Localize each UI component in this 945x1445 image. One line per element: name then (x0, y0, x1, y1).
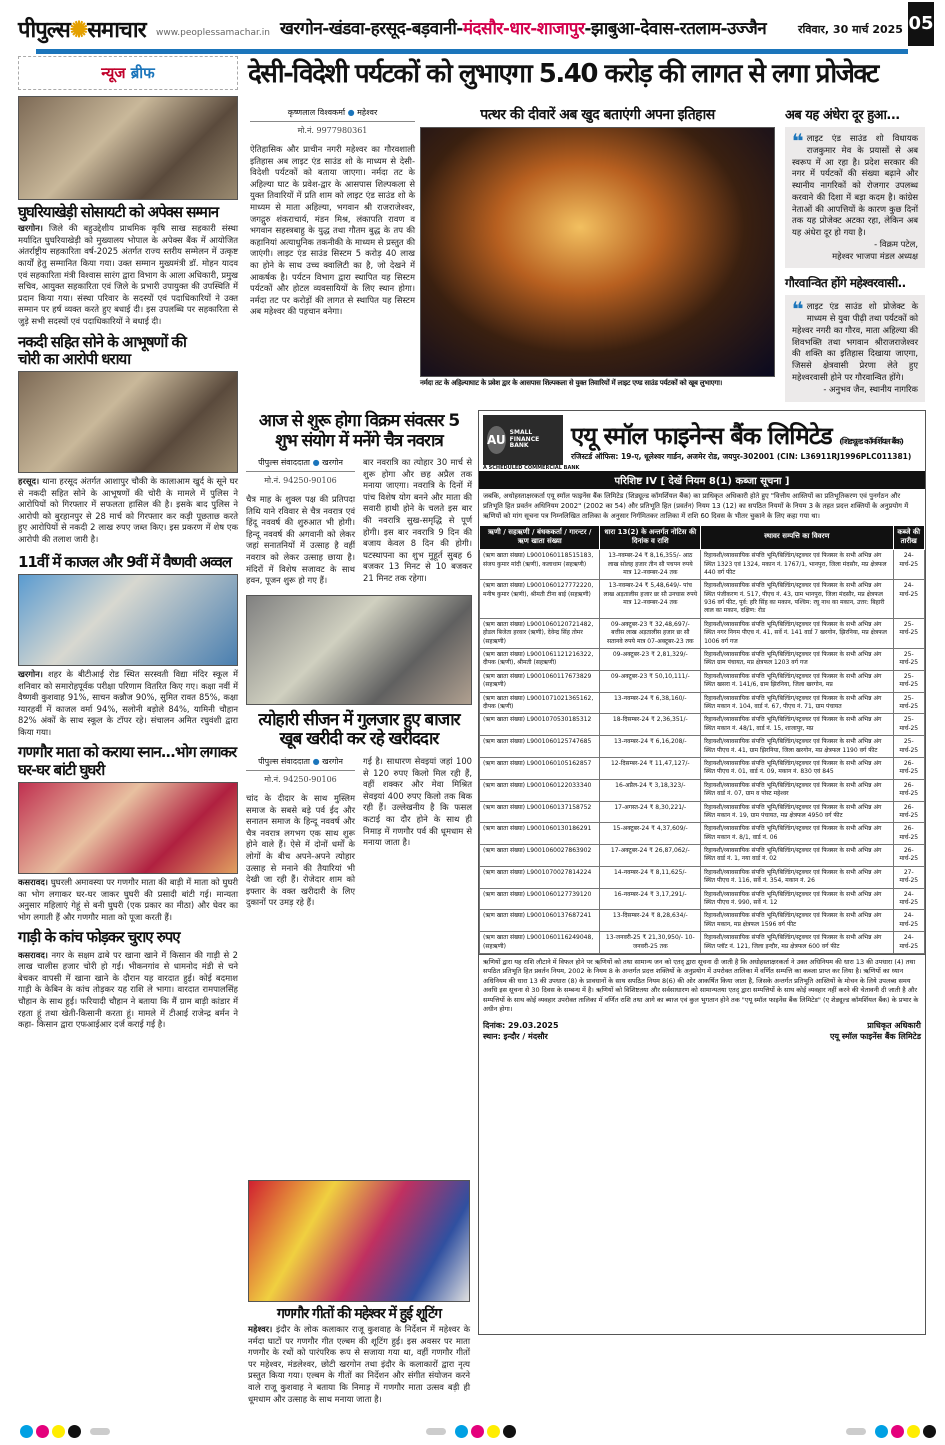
article-body: कसरावद। घुघरली अमावस्या पर गणगौर माता की बाड़ी में माता को घुघरी का भोग लगाकर घर-घर जाकर घुघरी की प्रसादी बांटी गई। मान्यता अनुसार महिलाएं गेहूं से बनी घुघरी (एक प्रकार का मीठा) और घेवर का भोग लगाती हैं और गणगौर माता को पूजा करती हैं। (18, 876, 238, 922)
table-cell: रिहायशी/व्यावसायिक संपत्ति भूमि/बिल्डिंग/स्ट्रक्चर एवं फिक्सर के सभी अभिन्न अंग स्थित वार्ड नं. 1, नया वार्ड नं. 02 (701, 845, 893, 867)
top-story-text (250, 107, 415, 318)
signatory-bank: एयू स्मॉल फाइनेंस बैंक लिमिटेड (830, 1031, 921, 1041)
table-cell: 13-नवम्बर-24 ₹ 5,48,649/- पांच लाख अड़तालीस हजार छः सौ उनचास रुपये मात्र 12-नवम्बर-24 तक (600, 580, 701, 619)
photo-caption: नर्मदा तट के अहिल्याघाट के प्रवेश द्वार के आसपास शिल्पकला से युक्त तिवारियों में लाइट एण्ड साउंड पर्यटकों को खूब लुभाएगा। (420, 379, 723, 387)
table-cell: रिहायशी/व्यावसायिक संपत्ति भूमि/बिल्डिंग/स्ट्रक्चर एवं फिक्सर के सभी अभिन्न अंग स्थित प्लॉट नं. 121, जिला इन्दौर, मप्र क्षेत्रफल 600 वर्ग फीट (701, 932, 893, 954)
table-row (480, 757, 925, 779)
table-cell: (ऋण खाता संख्या) L9001071021365162, दीपक (ऋणी) (480, 692, 600, 714)
gangaur-photo (18, 782, 238, 874)
table-cell: 26-मार्च-25 (893, 757, 924, 779)
table-cell: 25-मार्च-25 (893, 649, 924, 671)
table-cell: 09-अक्टूबर-23 ₹ 50,10,111/- (600, 670, 701, 692)
registered-office: रजिस्टर्ड ऑफिस: 19-ए, धूलेश्वर गार्डन, अजमेर रोड, जयपुर-302001 (CIN: L36911RJ1996PLC011381) (571, 451, 912, 461)
table-cell: 13-नवम्बर-24 ₹ 6,38,160/- (600, 692, 701, 714)
students-photo (18, 574, 238, 666)
police-photo (18, 371, 238, 473)
article-headline: घुघरियाखेड़ी सोसायटी को अपेक्स सम्मान (18, 203, 219, 221)
table-row (480, 932, 925, 954)
article-body: कसरावद। नगर के सक्षम ढाबे पर खाना खाने में किसान की गाड़ी से 2 लाख चालीस हजार चोरी हो गई। भीकनगांव से धामनोद मंडी से चने बेचकर वापसी में खाना खाने के दौरान यह वारदात हुई। कोई बदमाश गाड़ी के केबिन के कांच तोड़कर यह राशि ले भागा। वारदात रामपालसिंह चौहान के साथ हुई। फरियादी चौहान ने बताया कि मैं ग्राम बाड़ी कांडार में रहता हूं तथा खेती-किसानी करता हूं। मामले में टीआई राजेन्द्र बर्मन ने कहा- किसान द्वारा एफआईआर दर्ज कराई गई है। (18, 949, 238, 1030)
table-cell: 26-मार्च-25 (893, 801, 924, 823)
quote-heading: गौरवान्वित होंगे महेश्वरवासी.. (785, 276, 906, 291)
table-cell: 25-मार्च-25 (893, 618, 924, 648)
article-body: खरगोन। शहर के बीटीआई रोड स्थित सरस्वती विद्या मंदिर स्कूल में शनिवार को समारोहपूर्वक परीक्षा परिणाम वितरित किए गए। कक्षा नवीं में वैष्णवी कुशवाह 91%, साचन कन्नौज 90%, सुमित रावत 85%, कक्षा ग्यारहवीं में काजल वर्मा 94%, सलोनी बड़ोले 84%, यामिनी चौहान 82% अंकों के साथ स्कूल के टॉपर रहे। संचालन अमित रघुवंशी द्वारा किया गया। (18, 668, 238, 737)
table-cell: रिहायशी/व्यावसायिक संपत्ति भूमि/बिल्डिंग/स्ट्रक्चर एवं फिक्सर के सभी अभिन्न अंग स्थित मकान नं. 104, वार्ड नं. 67, पीएच नं. 71, ग्राम पंचायत (701, 692, 893, 714)
quote-heading: अब यह अंधेरा दूर हुआ... (785, 108, 900, 123)
byline: कृष्णलाल विश्वकर्मा ● महेश्वर (250, 107, 415, 122)
table-cell: 13-नवम्बर-24 ₹ 6,16,208/- (600, 736, 701, 758)
notice-footer: ऋणियों द्वारा यह राशि लौटाने में विफल होने पर ऋणियों को तथा सामान्य जन को एतद् द्वारा सूचना दी जाती है कि अधोहस्ताक्षरकर्ता ने उक्त अधिनियम की धारा 13 की उपधारा (4) तथा सपठित प्रतिभूति हित प्रवर्तन नियम, 2002 के नियम 8 के अन्तर्गत प्रदत्त शक्तियों के अनुप्रयोग में उपरोक्त तालिका में वर्णित सम्पत्ति का कब्जा प्राप्त कर लिया है। ऋणियों का ध्यान अधिनियम की धारा 13 की उपधारा (8) के प्रावधानों के साथ सपठित नियम 8(6) की ओर आकर्षित किया जाता है, जिसके अन्तर्गत प्रतिभूति आस्तियों के मोचन के लिये उपलब्ध समय अवधि इस सूचना से 30 दिवस के सम्बन्ध में है। ऋणियों को विशिष्टतया और सर्वसाधारण को सामान्यतया एतद् द्वारा सम्पत्तियों के साथ कोई व्यवहार नहीं करने की चेतावनी दी जाती है और सम्पत्तियों के साथ कोई व्यवहार उपरोक्त तालिका में वर्णित राशि तथा आगे का ब्याज एवं कुल भुगतान होने तक "एयू स्मॉल फाइनेंस बैंक लिमिटेड" (ए शेड्यूल्ड कॉमर्शियल बैंक) के प्रभार के अधीन होगा। (479, 954, 925, 1018)
table-cell: 24-मार्च-25 (893, 932, 924, 954)
table-cell: 18-दिसम्बर-24 ₹ 2,36,351/- (600, 714, 701, 736)
table-cell: (ऋण खाता संख्या) L9001070027814224 (480, 866, 600, 888)
quote-icon: ❝ (792, 129, 804, 153)
notice-date: दिनांक: 29.03.2025 (483, 1020, 559, 1030)
header-divider (36, 49, 908, 54)
table-cell: 26-मार्च-25 (893, 845, 924, 867)
article-headline: गणगौर माता को कराया स्नान...भोग लगाकर घर-घर बांटी घुघरी (18, 743, 237, 779)
logo-tagline: A SCHEDULED COMMERCIAL BANK (483, 465, 580, 471)
table-cell: रिहायशी/व्यावसायिक संपत्ति भूमि/बिल्डिंग/स्ट्रक्चर एवं फिक्सर के सभी अभिन्न अंग स्थित पीएच नं. 01, वार्ड नं. 09, मकान नं. 830 एवं 845 (701, 757, 893, 779)
reporter-phone: मो.नं. 94250-90106 (264, 774, 337, 784)
top-story-headline: देसी-विदेशी पर्यटकों को लुभाएगा 5.40 करोड़ की लागत से लगा प्रोजेक्ट (248, 59, 878, 89)
quote-box: ❝ लाइट एंड साउंड शो विधायक राजकुमार मेव के प्रयासों से अब स्वरूप में आ रहा है। प्रदेश सरकार की नगर में पर्यटकों की संख्या बढ़ाने और स्थानीय नागरिकों को रोजगार उपलब्ध करवाने की दिशा में बड़ा कदम है। कांग्रेस नेताओं की आपत्तियों के कारण कुछ दिनों तक यह प्रोजेक्ट अटका रहा, लेकिन अब यह अंधेरा दूर हो गया है। - विक्रम पटेल, महेश्वर भाजपा मंडल अध्यक्ष (785, 127, 925, 268)
column-header: कब्जे की तारीख (893, 525, 924, 550)
center-column (246, 412, 472, 909)
column-header: धारा 13(2) के अन्तर्गत नोटिस की दिनांक व राशि (600, 525, 701, 550)
table-cell: 25-मार्च-25 (893, 736, 924, 758)
table-cell: 09-अक्टूबर-23 ₹ 2,81,329/- (600, 649, 701, 671)
table-cell: 14-नवम्बर-24 ₹ 8,11,625/- (600, 866, 701, 888)
table-cell: रिहायशी/व्यावसायिक संपत्ति भूमि/बिल्डिंग/स्ट्रक्चर एवं फिक्सर के सभी अभिन्न अंग स्थित पंजीकरण नं. 517, पीएच नं. 43, ग्राम भानपुरा, जिला मंदसौर, मप्र क्षेत्रफल 936 वर्ग फीट, पूर्व: हरि सिंह का मकान, पश्चिम: रघु नाथ का मकान, उत्तर: बिहारी लाल का मकान, दक्षिण: रोड (701, 580, 893, 619)
table-cell: रिहायशी/व्यावसायिक संपत्ति भूमि/बिल्डिंग/स्ट्रक्चर एवं फिक्सर के सभी अभिन्न अंग स्थित 1323 एवं 1324, मकान नं. 1767/1, भानपुरा, जिला मंदसौर, मप्र क्षेत्रफल 440 वर्ग फीट (701, 550, 893, 580)
table-row (480, 714, 925, 736)
quote-icon: ❝ (792, 297, 804, 322)
reporter-phone: मो.नं. 9977980361 (297, 126, 368, 135)
website-url[interactable]: www.peoplessamachar.in (156, 28, 270, 38)
article-headline: नकदी सहित सोने के आभूषणों की चोरी का आरोपी धराया (18, 332, 186, 368)
article-body: हरसूद। थाना हरसूद अंतर्गत आशापुर चौकी के कालाआम खुर्द के सूने घर से नकदी सहित सोने के आभूषणों की चोरी के मामले में पुलिस ने आरोपियों को गिरफ्तार में सफलता हासिल की है। इसके बाद पुलिस ने आरोपी को बुरहानपुर से 28 मार्च को गिरफ्तार कर कड़ी पूछताछ करते हुए आरोपियों से नकदी 2 लाख रुपए जब्त किए। इस प्रकरण में शेष एक आरोपी की तलाश जारी है। (18, 476, 238, 545)
table-cell: (ऋण खाता संख्या) L9001060117673829 (सहऋणी) (480, 670, 600, 692)
notice-title: परिशिष्ट IV [ देखें नियम 8(1) कब्जा सूचना ] (479, 471, 925, 489)
quote-author: - विक्रम पटेल, (874, 238, 918, 249)
color-registration-marks (840, 1425, 936, 1438)
table-cell: 24-मार्च-25 (893, 550, 924, 580)
table-cell: 13-दिसम्बर-24 ₹ 8,28,634/- (600, 910, 701, 932)
table-cell: 16-अप्रैल-24 ₹ 3,18,323/- (600, 779, 701, 801)
column-header: ऋणी / सहऋणी / बंधककर्ता / गारन्टर / ऋण खाता संख्या (480, 525, 600, 550)
table-cell: 09-अक्टूबर-23 ₹ 32,48,697/- बत्तीस लाख अड़तालीस हजार छः सौ सतानवे रुपये मात्र 07-अक्टूबर-23 तक (600, 618, 701, 648)
table-cell: रिहायशी/व्यावसायिक संपत्ति भूमि/बिल्डिंग/स्ट्रक्चर एवं फिक्सर के सभी अभिन्न अंग स्थित पीएच नं. 41, ग्राम झिरनिया, जिला खरगोन, मप्र क्षेत्रफल 1190 वर्ग फीट (701, 736, 893, 758)
signatory: प्राधिकृत अधिकारी (867, 1020, 921, 1030)
article-headline: आज से शुरू होगा विक्रम संवत्सर 5 शुभ संयोग में मनेंगे चैत्र नवरात्र (258, 411, 460, 451)
table-cell: (ऋण खाता संख्या) L9001060105162857 (480, 757, 600, 779)
left-column (18, 56, 238, 1031)
table-cell: (ऋण खाता संख्या) L9001060116249048, (सहऋणी) (480, 932, 600, 954)
article-body: महेश्वर। इंदौर के लोक कलाकार राजू कुशवाह के निर्देशन में महेश्वर के नर्मदा घाटों पर गणगौर गीत एल्बम की शूटिंग हुई। इस अवसर पर माता गणगौर के रथों को पारंपरिक रूप से सजाया गया था, वहीं गणगौर गीतों पर महेश्वर, मंडलेश्वर, छोटी खरगोन तथा इंदौर के कलाकारों द्वारा नृत्य प्रस्तुत किया गया। एल्बम के गीतों का निर्देशन और संगीत संयोजन करने वाले राजू कुशवाह ने बताया कि निमाड़ में गणगौर माता उत्सव बड़ी ही धूमधाम और उत्साह के साथ मनाया जाता है। (248, 1324, 471, 1404)
table-row (480, 736, 925, 758)
table-row (480, 888, 925, 910)
article-body: चांद के दीदार के साथ मुस्लिम समाज के सबसे बड़े पर्व ईद और सनातन समाज के हिन्दू नववर्ष और चैत्र नवरात्र लगभग एक साथ शुरू होने वाले हैं। ऐसे में दोनों धर्मों के लोगों के बीच अपने-अपने त्योहार उत्साह से मनाने की तैयारियां भी देखी जा रही हैं। रोजेदार शाम को इफ्तार के वक्त खरीदारी के लिए दुकानों पर उमड़ रहे हैं। (246, 792, 355, 908)
quote-author-title: महेश्वर भाजपा मंडल अध्यक्ष (832, 250, 918, 261)
table-cell: 26-मार्च-25 (893, 779, 924, 801)
table-row (480, 910, 925, 932)
table-cell: 25-मार्च-25 (893, 692, 924, 714)
table-cell: (ऋण खाता संख्या) L9001060027863902 (480, 845, 600, 867)
quote-box: ❝ लाइट एंड साउंड शो प्रोजेक्ट के माध्यम से युवा पीढ़ी तथा पर्यटकों को महेश्वर नगरी का गौरव, माता अहिल्या की शिवभक्ति तथा भगवान श्रीराजराजेश्वर की शक्ति का इतिहास दिखाया जाएगा, जिससे क्षेत्रवासी प्रेरणा लेते हुए महेश्वरवासी होने पर गौरवान्वित होंगे। - अनुभव जैन, स्थानीय नागरिक (785, 295, 925, 401)
table-row (480, 779, 925, 801)
table-cell: (ऋण खाता संख्या) L9001060137687241 (480, 910, 600, 932)
au-bank-logo: AU SMALL FINANCE BANK (483, 415, 563, 465)
table-row (480, 550, 925, 580)
table-cell: (ऋण खाता संख्या) L9001070530185312 (480, 714, 600, 736)
table-row (480, 801, 925, 823)
table-cell: 17-अक्टूबर-24 ₹ 26,87,062/- (600, 845, 701, 867)
table-cell: 16-नवम्बर-24 ₹ 3,17,291/- (600, 888, 701, 910)
table-cell: (ऋण खाता संख्या) L9001060118515183, संजय कुमार मांदी (ऋणी), कलाधाम (सहऋणी) (480, 550, 600, 580)
award-photo (18, 96, 238, 200)
gangaur-shooting-photo (248, 1180, 470, 1302)
article-headline: गाड़ी के कांच फोड़कर चुराए रुपए (18, 928, 180, 947)
market-photo (246, 595, 472, 705)
table-row (480, 618, 925, 648)
table-row (480, 580, 925, 619)
article-body: गई है। साधारण सेवइयां जहां 100 से 120 रुपए किलो मिल रही हैं, वहीं शक्कर और मेवा मिश्रित सेवइयां 400 रुपए किलो तक बिक रही हैं। उल्लेखनीय है कि फसल कटाई का दौर होने के साथ ही निमाड़ में गणगौर पर्व की धूमधाम से मनाया जाता है। (363, 755, 472, 848)
top-story-subhead: पत्थर की दीवारें अब खुद बताएंगी अपना इतिहास (480, 107, 715, 123)
page-number: 05 (908, 2, 934, 46)
table-cell: रिहायशी/व्यावसायिक संपत्ति भूमि/बिल्डिंग/स्ट्रक्चर एवं फिक्सर के सभी अभिन्न अंग स्थित मकान नं. 48/1, वार्ड नं. 15, शाजापुर, मप्र (701, 714, 893, 736)
notice-place: स्थान: इन्दौर / मंदसौर (483, 1031, 548, 1041)
table-cell: (ऋण खाता संख्या) L9001060127739120 (480, 888, 600, 910)
table-cell: रिहायशी/व्यावसायिक संपत्ति भूमि/बिल्डिंग/स्ट्रक्चर एवं फिक्सर के सभी अभिन्न अंग स्थित ग्राम पंचायत, मप्र क्षेत्रफल 1203 वर्ग गज (701, 649, 893, 671)
newspaper-logo: पीपुल्स✺समाचार (18, 17, 146, 43)
byline: पीपुल्स संवाददाता ● खरगोन (246, 756, 355, 771)
table-cell: 15-अक्टूबर-24 ₹ 4,37,609/- (600, 823, 701, 845)
article-body: चैत्र माह के शुक्ल पक्ष की प्रतिपदा तिथि याने रविवार से चैत्र नवरात्र एवं हिंदू नववर्ष की शुरुआत भी होगी। हिन्दू नववर्ष की अगवानी को लेकर जहां सनातनियों में उत्साह है वहीं नवरात्र को लेकर उत्साह छाया है। मंदिरों में विशेष सजावट के साथ हवन, पूजन शुरू हो गए हैं। (246, 494, 355, 586)
table-cell: (ऋण खाता संख्या) L9001060137158752 (480, 801, 600, 823)
news-brief-label: न्यूज ब्रीफ (18, 56, 238, 90)
table-cell: 24-मार्च-25 (893, 910, 924, 932)
quote-author: - अनुभव जैन, स्थानीय नागरिक (823, 383, 918, 394)
byline: पीपुल्स संवाददाता ● खरगोन (246, 457, 355, 472)
table-cell: (ऋण खाता संख्या) L9001060125747685 (480, 736, 600, 758)
table-cell: रिहायशी/व्यावसायिक संपत्ति भूमि/बिल्डिंग/स्ट्रक्चर एवं फिक्सर के सभी अभिन्न अंग स्थित वार्ड नं. 07, ग्राम व पोस्ट महेश्वर (701, 779, 893, 801)
article-headline: त्योहारी सीजन में गुलजार हुए बाजार खूब खरीदी कर रहे खरीददार (258, 709, 460, 750)
light-sound-show-photo (420, 127, 775, 377)
issue-date: रविवार, 30 मार्च 2025 (798, 23, 903, 36)
article-headline: 11वीं में काजल और 9वीं में वैष्णवी अव्वल (18, 552, 232, 571)
table-cell: (ऋण खाता संख्या) L9001060120721482, होडल बिजेता हरवार (ऋणी), देवेन्द्र सिंह तोमर (सहऋणी) (480, 618, 600, 648)
table-cell: रिहायशी/व्यावसायिक संपत्ति भूमि/बिल्डिंग/स्ट्रक्चर एवं फिक्सर के सभी अभिन्न अंग स्थित पीएच नं. 990, सर्वे नं. 12 (701, 888, 893, 910)
table-row (480, 670, 925, 692)
table-row (480, 649, 925, 671)
table-cell: 25-मार्च-25 (893, 670, 924, 692)
table-cell: 27-मार्च-25 (893, 866, 924, 888)
gangaur-shooting-article (248, 1306, 470, 1405)
article-headline: गणगौर गीतों की महेश्वर में हुई शूटिंग (276, 1306, 441, 1322)
bank-possession-notice (478, 410, 926, 1335)
edition-cities: खरगोन-खंडवा-हरसूद-बड़वानी-मंदसौर-धार-शाजापुर-झाबुआ-देवास-रतलाम-उज्जैन (280, 19, 767, 39)
column-header: स्थावर सम्पत्ति का विवरण (701, 525, 893, 550)
possession-table (479, 525, 925, 954)
table-cell: (ऋण खाता संख्या) L9001060127772220, मनीष कुमार (ऋणी), श्रीमती टीना बाई (सहऋणी) (480, 580, 600, 619)
table-cell: 13-जनवरी-25 ₹ 21,30,950/- 10-जनवरी-25 तक (600, 932, 701, 954)
table-cell: रिहायशी/व्यावसायिक संपत्ति भूमि/बिल्डिंग/स्ट्रक्चर एवं फिक्सर के सभी अभिन्न अंग स्थित पीएच नं. 116, सर्वे नं. 354, मकान नं. 26 (701, 866, 893, 888)
table-cell: 17-अगस्त-24 ₹ 8,30,221/- (600, 801, 701, 823)
table-cell: रिहायशी/व्यावसायिक संपत्ति भूमि/बिल्डिंग/स्ट्रक्चर एवं फिक्सर के सभी अभिन्न अंग स्थित खसरा नं. 141/6, ग्राम झिरनिया, जिला खरगोन, मप्र (701, 670, 893, 692)
bank-name: एयू स्मॉल फाइनेन्स बैंक लिमिटेड (शिड्यूल्ड कॉमर्शियल बैंक) (571, 420, 903, 450)
notice-intro: जबकि, अधोहस्ताक्षरकर्ता एयू स्मॉल फाइनेंस बैंक लिमिटेड (शिड्यूल्ड कॉमर्शियल बैंक) का प्राधिकृत अधिकारी होते हुए "वित्तीय आस्तियों का प्रतिभूतिकरण एवं पुनर्गठन और प्रतिभूति हित प्रवर्तन अधिनियम 2002" (2002 का 54) और प्रतिभूति हित (प्रवर्तन) नियम 13 (12) का सपठित नियमों के नियम 3 के तहत प्रदत्त शक्तियों के अनुप्रयोग में ऋणियों को मांग सूचना पत्र निम्नलिखित तालिका के अनुसार निर्गमितकर तालिका में राशि 60 दिवस के भीतर चुकाने के लिए कहा गया था। (483, 492, 909, 520)
masthead (18, 10, 934, 46)
table-cell: 24-मार्च-25 (893, 580, 924, 619)
table-row (480, 866, 925, 888)
table-row (480, 823, 925, 845)
article-body: खरगोन। जिले की बहुउद्देशीय प्राथमिक कृषि साख सहकारी संस्था मर्यादित घुघरियाखेड़ी को मुख्यालय भोपाल के अपेक्स बैंक में आयोजित अंतर्राष्ट्रीय सहकारिता वर्ष-2025 अंतर्गत राज्य स्तरीय सम्मेलन में उत्कृष्ट कार्यों हेतु सम्मानित किया गया। उक्त सम्मान मुख्यमंत्री डॉ. मोहन यादव एवं सहकारिता मंत्री विश्वास सारंग द्वारा विभाग के आला अधिकारी, प्रमुख सचिव, आयुक्त सहकारिता एवं जिले के प्रभारी उपायुक्त की उपस्थिति में प्रदान किया गया। संस्था परिवार के सदस्यों एवं पदाधिकारियों ने उक्त सम्मान पर हर्ष व्यक्त करते हुए बधाई दी। इस उपलब्धि पर सहकारिता से जुड़े सभी सदस्यों एवं पदाधिकारियों ने बधाई दी। (18, 223, 239, 326)
color-registration-marks (420, 1425, 516, 1438)
table-cell: 12-दिसम्बर-24 ₹ 11,47,127/- (600, 757, 701, 779)
table-cell: 13-नवम्बर-24 ₹ 8,16,355/- आठ लाख सोलह हजार तीन सौ पचपन रुपये मात्र 12-नवम्बर-24 तक (600, 550, 701, 580)
quote-sidebar (785, 105, 925, 402)
table-cell: (ऋण खाता संख्या) L9001061121216322, दीपक (ऋणी), श्रीमती (सहऋणी) (480, 649, 600, 671)
table-cell: 26-मार्च-25 (893, 823, 924, 845)
article-body: ऐतिहासिक और प्राचीन नगरी महेश्वर का गौरवशाली इतिहास अब लाइट एंड साउंड शो के माध्यम से देसी-विदेशी पर्यटकों को बताया जाएगा। नर्मदा तट के अहिल्या घाट के प्रवेश-द्वार के आसपास शिल्पकला से युक्त तिवारियों में प्रति शाम को लाइट एंड साउंड शो के माध्यम से माता अहिल्या, भगवान श्री राजराजेश्वर, जगद्गुरु शंकराचार्य, मंडन मिश्र, लंकापति रावण व भगवान सहस्त्रबाहु के युद्ध तथा गौतम बुद्ध के तप की कहानियां अत्याधुनिक तकनीकी के माध्यम से प्रस्तुत की जाएंगी। लाइट एंड साउंड सिस्टम 5 करोड़ 40 लाख का होने के साथ उच्च क्वालिटी का है, जो देखने में आकर्षक है। पर्यटन विभाग द्वारा स्थापित यह सिस्टम पर्यटकों और होटल व्यवसायियों के लिए स्थान होगा। नर्मदा तट पर करोड़ों की लागत से स्थापित यह सिस्टम अब महेश्वर की पहचान बनेगा। (250, 144, 415, 317)
reporter-phone: मो.नं. 94250-90106 (264, 476, 337, 486)
article-body: बार नवरात्रि का त्योहार 30 मार्च से शुरू होगा और छह अप्रैल तक मनाया जाएगा। नवरात्रि के दिनों में पांच विशेष योग बनने और माता की सवारी हाथी होने के चलते इस बार की नवरात्रि सुख-समृद्धि से पूर्ण होगी। इस बार नवरात्रि 9 दिन की बजाय केवल 8 दिन की होगी। घटस्थापना का शुभ मुहूर्त सुबह 6 बजकर 13 मिनट से 10 बजकर 21 मिनट तक रहेगा। (363, 457, 472, 584)
table-cell: (ऋण खाता संख्या) L9001060130186291 (480, 823, 600, 845)
table-cell: रिहायशी/व्यावसायिक संपत्ति भूमि/बिल्डिंग/स्ट्रक्चर एवं फिक्सर के सभी अभिन्न अंग स्थित मकान नं. 8/1, वार्ड नं. 06 (701, 823, 893, 845)
table-cell: 24-मार्च-25 (893, 888, 924, 910)
table-row (480, 692, 925, 714)
table-cell: रिहायशी/व्यावसायिक संपत्ति भूमि/बिल्डिंग/स्ट्रक्चर एवं फिक्सर के सभी अभिन्न अंग स्थित नगर निगम पीएच नं. 41, सर्वे नं. 141 वार्ड 7 खरगोन, झिरनिया, मप्र क्षेत्रफल 1006 वर्ग गज (701, 618, 893, 648)
table-cell: रिहायशी/व्यावसायिक संपत्ति भूमि/बिल्डिंग/स्ट्रक्चर एवं फिक्सर के सभी अभिन्न अंग स्थित मकान नं. 19, ग्राम पंचायत, मप्र क्षेत्रफल 4950 वर्ग फीट (701, 801, 893, 823)
table-cell: (ऋण खाता संख्या) L9001060122033340 (480, 779, 600, 801)
table-cell: रिहायशी/व्यावसायिक संपत्ति भूमि/बिल्डिंग/स्ट्रक्चर एवं फिक्सर के सभी अभिन्न अंग स्थित मकान, मप्र क्षेत्रफल 1596 वर्ग फीट (701, 910, 893, 932)
table-cell: 25-मार्च-25 (893, 714, 924, 736)
table-row (480, 845, 925, 867)
color-registration-marks (20, 1425, 116, 1438)
